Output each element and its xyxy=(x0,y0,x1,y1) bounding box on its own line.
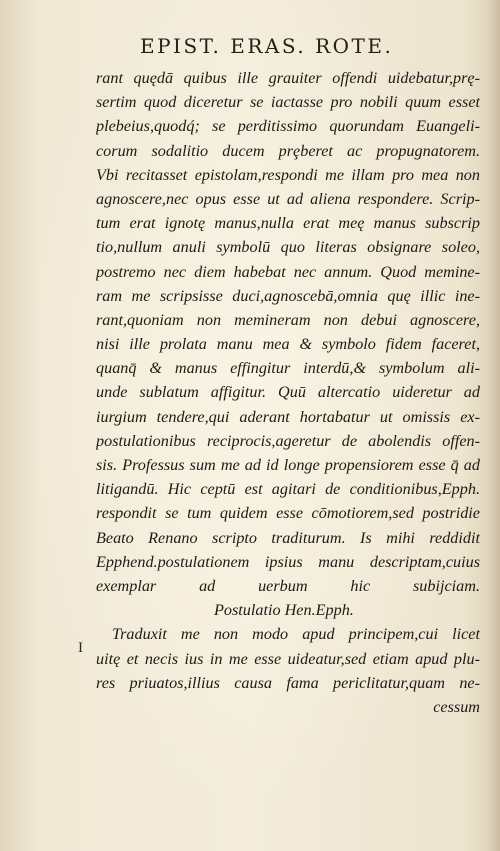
text-line: plebeius,quodq́; se perditissimo quorundam Euangeli- xyxy=(96,117,480,136)
text-line: Epphend.postulationem ipsius manu descriptam,cuius xyxy=(96,552,480,571)
text-line: respondit se tum quidem esse cōmotiorem,sed postridie xyxy=(96,504,480,523)
text-block xyxy=(96,66,480,719)
text-line: iurgium tendere,qui aderant hortabatur ut omissis ex- xyxy=(96,407,480,426)
margin-mark: I xyxy=(78,640,83,656)
text-line: uitę et necis ius in me esse uideatur,sed etiam apud plu- xyxy=(96,649,480,668)
text-line: res priuatos,illius causa fama periclitatur,quam ne- xyxy=(96,673,480,692)
text-line: litigandū. Hic ceptū est agitari de conditionibus,Epph. xyxy=(96,480,480,499)
section-heading: Postulatio Hen.Epph. xyxy=(214,601,354,620)
text-line: sis. Professus sum me ad id longe propensiorem esse q̄ ad xyxy=(96,456,480,474)
text-line: rant quędā quibus ille grauiter offendi uidebatur,prę- xyxy=(96,69,480,87)
text-line: quanq̄ & manus effingitur interdū,& symbolum ali- xyxy=(96,359,480,378)
text-line: sertim quod diceretur se iactasse pro nobili quum esset xyxy=(96,93,480,112)
text-line: postremo nec diem habebat nec annum. Quod memine- xyxy=(96,262,480,281)
text-line: unde sublatum affigitur. Quū altercatio uideretur ad xyxy=(96,383,480,402)
text-line: tio,nullum anuli symbolū quo literas obsignare soleo, xyxy=(96,238,480,257)
text-line: exemplar ad uerbum hic subijciam. xyxy=(96,576,480,595)
text-line: agnoscere,nec opus esse ut ad aliena respondere. Scrip- xyxy=(96,189,480,208)
text-line: postulationibus reciprocis,ageretur de abolendis offen- xyxy=(96,431,480,450)
text-line: Vbi recitasset epistolam,respondi me illam pro mea non xyxy=(96,165,480,184)
text-line: corum sodalitio ducem prȩberet ac propugnatorem. xyxy=(96,141,480,160)
text-line: nisi ille prolata manu mea & symbolo fidem faceret, xyxy=(96,335,480,354)
text-line: Beato Renano scripto traditurum. Is mihi reddidit xyxy=(96,528,480,547)
running-head: EPIST. ERAS. ROTE. xyxy=(140,34,394,58)
text-line: Traduxit me non modo apud principem,cui licet xyxy=(112,625,480,644)
catchword: cessum xyxy=(433,697,480,716)
page-edge-shadow xyxy=(486,0,500,851)
text-line: tum erat ignotę manus,nulla erat meę manus subscrip xyxy=(96,214,480,233)
text-line: rant,quoniam non memineram non debui agnoscere, xyxy=(96,310,480,329)
text-line: ram me scripsisse duci,agnoscebā,omnia quę illic ine- xyxy=(96,286,480,305)
